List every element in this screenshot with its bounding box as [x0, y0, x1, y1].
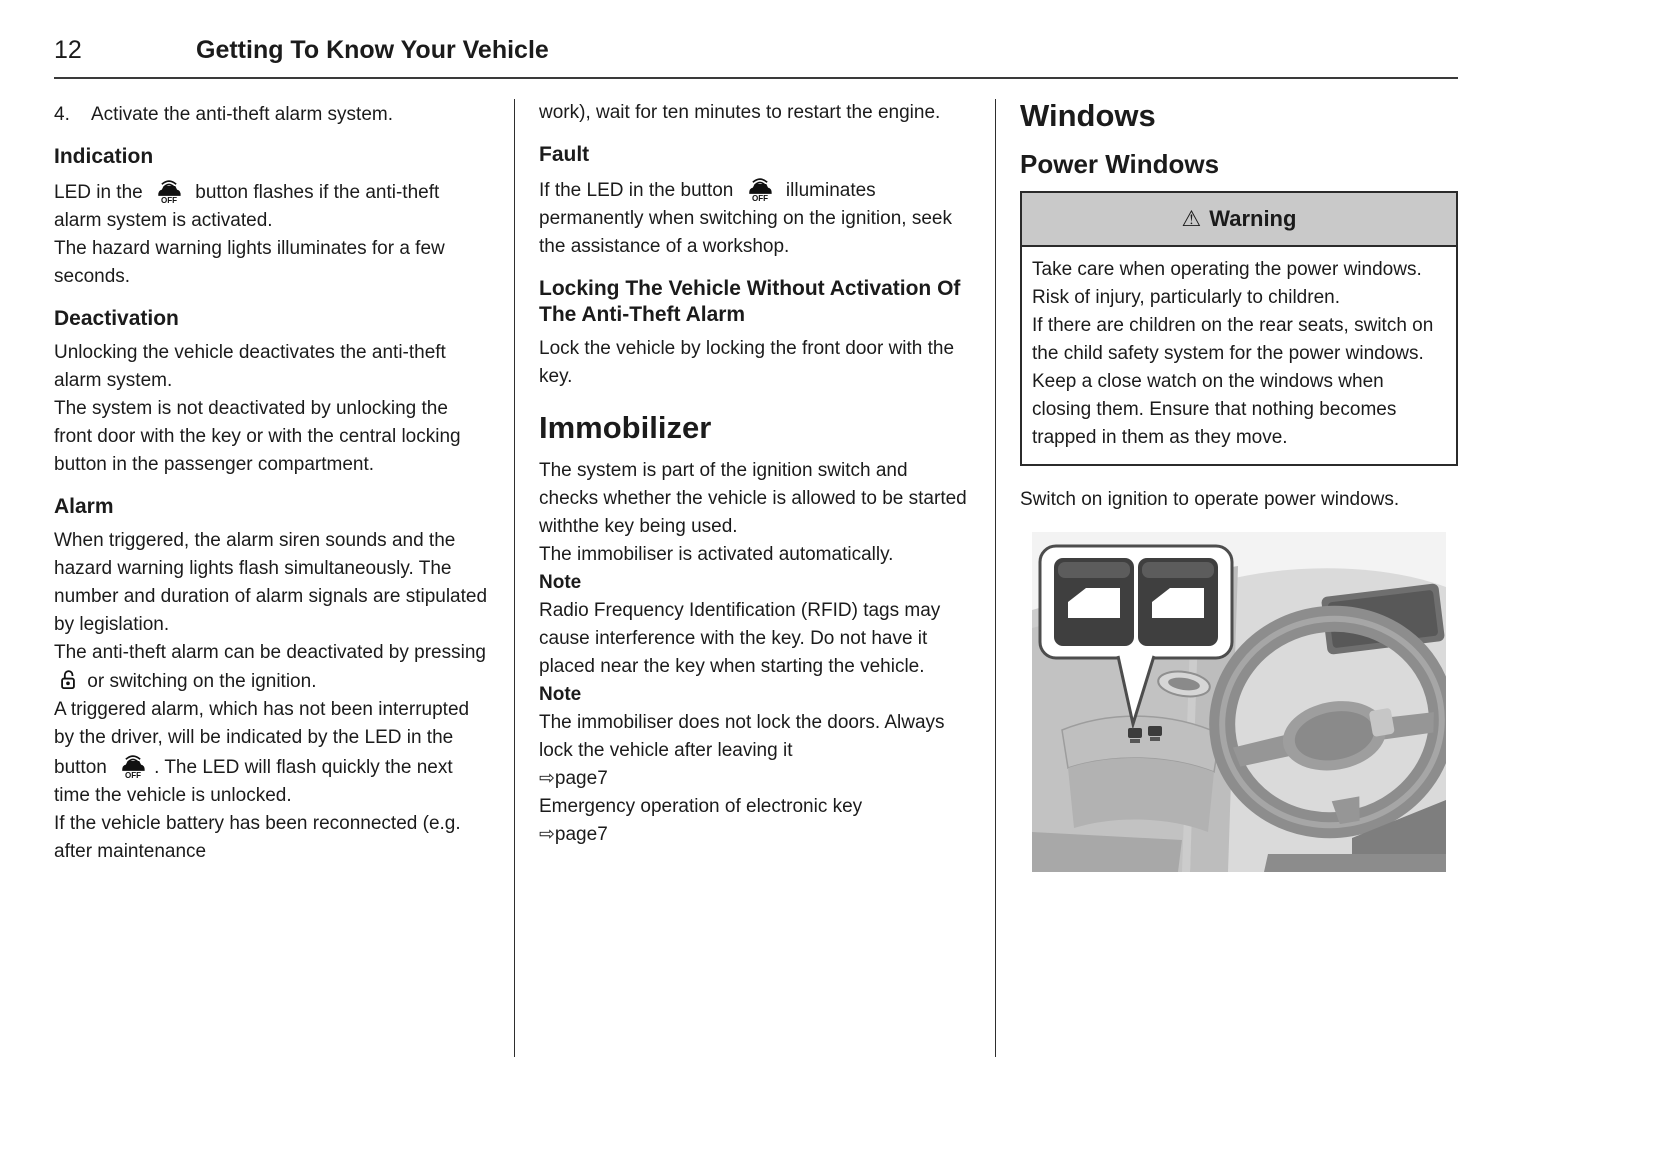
warning-triangle-icon: ⚠ — [1181, 206, 1202, 231]
column-divider — [995, 99, 996, 1057]
paragraph: Keep a close watch on the windows when closing them. Ensure that nothing becomes trapped in them as they move. — [1032, 371, 1397, 448]
warning-box-body — [1022, 247, 1456, 464]
power-windows-illustration — [1032, 532, 1446, 872]
column-middle — [539, 99, 971, 849]
paragraph: When triggered, the alarm siren sounds and the hazard warning lights flash simultaneously. The number and duration of alarm signals are stipulated by legislation. — [54, 530, 488, 635]
unlock-icon — [58, 667, 78, 692]
paragraph: Switch on ignition to operate power windows. — [1020, 489, 1400, 510]
section-heading-locking: Locking The Vehicle Without Activation Of The Anti-Theft Alarm — [539, 277, 961, 326]
paragraph: Emergency operation of electronic key — [539, 796, 863, 817]
svg-text:OFF: OFF — [751, 194, 768, 202]
svg-text:OFF: OFF — [125, 771, 142, 779]
anti-theft-button-icon — [743, 175, 777, 202]
paragraph: Lock the vehicle by locking the front door with the key. — [539, 338, 955, 387]
paragraph: Take care when operating the power windows. Risk of injury, particularly to children. — [1032, 259, 1422, 308]
page-number: 12 — [54, 36, 82, 64]
step-number: 4. — [54, 104, 70, 125]
step-text: Activate the anti-theft alarm system. — [91, 104, 394, 125]
paragraph: If the vehicle battery has been reconnected (e.g. after maintenance — [54, 813, 461, 862]
anti-theft-button-icon — [152, 177, 186, 204]
chapter-title: Getting To Know Your Vehicle — [196, 36, 549, 64]
paragraph: The immobiliser does not lock the doors. Always lock the vehicle after leaving it — [539, 712, 945, 761]
note-label: Note — [539, 684, 582, 705]
paragraph: If there are children on the rear seats, switch on the child safety system for the power windows. — [1032, 315, 1434, 364]
section-heading-fault: Fault — [539, 143, 590, 166]
paragraph: The hazard warning lights illuminates for a few seconds. — [54, 238, 445, 287]
page-ref-arrow-icon: ⇨ — [539, 824, 555, 845]
anti-theft-button-icon — [116, 752, 150, 779]
power-windows-figure — [1032, 532, 1446, 872]
page-reference[interactable]: ⇨page7 — [539, 768, 608, 789]
section-heading-deactivation: Deactivation — [54, 307, 179, 330]
paragraph: The anti-theft alarm can be deactivated by pressing or switching on the ignition. — [54, 642, 486, 692]
column-divider — [514, 99, 515, 1057]
page-header — [54, 36, 1458, 79]
step-item — [54, 101, 490, 129]
section-heading-immobilizer: Immobilizer — [539, 410, 712, 445]
section-heading-indication: Indication — [54, 145, 154, 168]
paragraph: Unlocking the vehicle deactivates the anti-theft alarm system. — [54, 342, 446, 391]
section-heading-power-windows: Power Windows — [1020, 149, 1220, 179]
section-heading-windows: Windows — [1020, 98, 1156, 133]
paragraph: Radio Frequency Identification (RFID) tags may cause interference with the key. Do not have it placed near the key when starting the vehicle. — [539, 600, 941, 677]
paragraph: work), wait for ten minutes to restart the engine. — [539, 102, 941, 123]
page-ref-arrow-icon: ⇨ — [539, 768, 555, 789]
column-left — [54, 99, 490, 866]
paragraph: LED in the OFF button flashes if the anti-theft alarm system is activated. — [54, 177, 490, 235]
warning-title: Warning — [1209, 206, 1297, 231]
warning-box — [1020, 191, 1458, 466]
paragraph: A triggered alarm, which has not been interrupted by the driver, will be indicated by the LED in the button OFF . The LED will flash quickly the next time the vehicle is unlocked. — [54, 699, 470, 806]
page-reference[interactable]: ⇨page7 — [539, 824, 608, 845]
paragraph: The system is not deactivated by unlocking the front door with the key or with the central locking button in the passenger compartment. — [54, 398, 461, 475]
note-label: Note — [539, 572, 582, 593]
paragraph: The immobiliser is activated automatically. — [539, 544, 894, 565]
column-right — [1020, 99, 1458, 872]
paragraph: The system is part of the ignition switch and checks whether the vehicle is allowed to be started withthe key being used. — [539, 460, 967, 537]
content-columns — [54, 99, 1458, 1057]
warning-box-header — [1022, 193, 1456, 247]
paragraph: If the LED in the button OFF illuminates permanently when switching on the ignition, seek the assistance of a workshop. — [539, 175, 971, 261]
svg-text:OFF: OFF — [160, 196, 178, 204]
section-heading-alarm: Alarm — [54, 495, 114, 518]
